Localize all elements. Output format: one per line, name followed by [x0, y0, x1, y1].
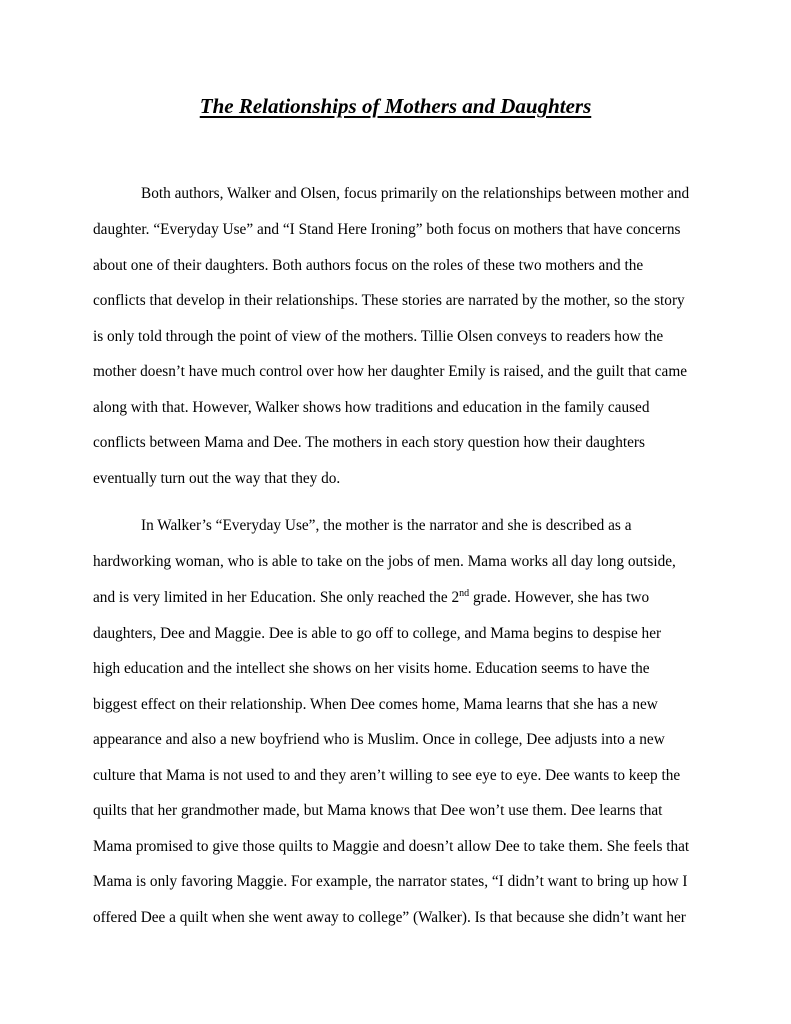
paragraph-1-line-6: mother doesn’t have much control over how her daughter Emily is raised, and the guilt that came [93, 363, 688, 380]
paragraph-1-line-9: eventually turn out the way that they do. [93, 470, 341, 487]
paragraph-2-line-3 [93, 588, 649, 608]
paragraph-1-line-2: daughter. “Everyday Use” and “I Stand Here Ironing” both focus on mothers that have concerns [93, 221, 681, 238]
ordinal-suffix: nd [459, 587, 470, 599]
paragraph-2-line-3-end: grade. However, she has two [469, 589, 650, 606]
paragraph-2-line-8: culture that Mama is not used to and they aren’t willing to see eye to eye. Dee wants to keep the [93, 767, 681, 784]
paragraph-2-line-10: Mama promised to give those quilts to Maggie and doesn’t allow Dee to take them. She feels that [93, 838, 690, 855]
paragraph-2-line-5: high education and the intellect she shows on her visits home. Education seems to have the [93, 660, 650, 677]
paragraph-2-line-3-start: and is very limited in her Education. She only reached the 2 [93, 589, 460, 606]
paragraph-1-line-4: conflicts that develop in their relationships. These stories are narrated by the mother, so the story [93, 292, 685, 309]
paragraph-2-line-7: appearance and also a new boyfriend who is Muslim. Once in college, Dee adjusts into a new [93, 731, 665, 748]
paragraph-2-line-11: Mama is only favoring Maggie. For example, the narrator states, “I didn’t want to bring up how I [93, 873, 688, 890]
paragraph-1-line-3: about one of their daughters. Both authors focus on the roles of these two mothers and the [93, 257, 644, 274]
paragraph-1-line-7: along with that. However, Walker shows how traditions and education in the family caused [93, 399, 650, 416]
page-title: The Relationships of Mothers and Daughters [199, 94, 592, 118]
paragraph-2-line-4: daughters, Dee and Maggie. Dee is able to go off to college, and Mama begins to despise her [93, 625, 662, 642]
paragraph-1-line-5: is only told through the point of view of the mothers. Tillie Olsen conveys to readers how the [93, 328, 664, 345]
paragraph-2-line-6: biggest effect on their relationship. When Dee comes home, Mama learns that she has a new [93, 696, 658, 713]
paragraph-2-line-1: In Walker’s “Everyday Use”, the mother is the narrator and she is described as a [141, 517, 632, 534]
paragraph-1-line-1: Both authors, Walker and Olsen, focus primarily on the relationships between mother and [141, 185, 690, 202]
paragraph-2-line-12: offered Dee a quilt when she went away to college” (Walker). Is that because she didn’t want her [93, 909, 686, 926]
paragraph-1-line-8: conflicts between Mama and Dee. The mothers in each story question how their daughters [93, 434, 645, 451]
paragraph-2-line-2: hardworking woman, who is able to take on the jobs of men. Mama works all day long outside, [93, 553, 676, 570]
paragraph-2-line-9: quilts that her grandmother made, but Mama knows that Dee won’t use them. Dee learns that [93, 802, 663, 819]
